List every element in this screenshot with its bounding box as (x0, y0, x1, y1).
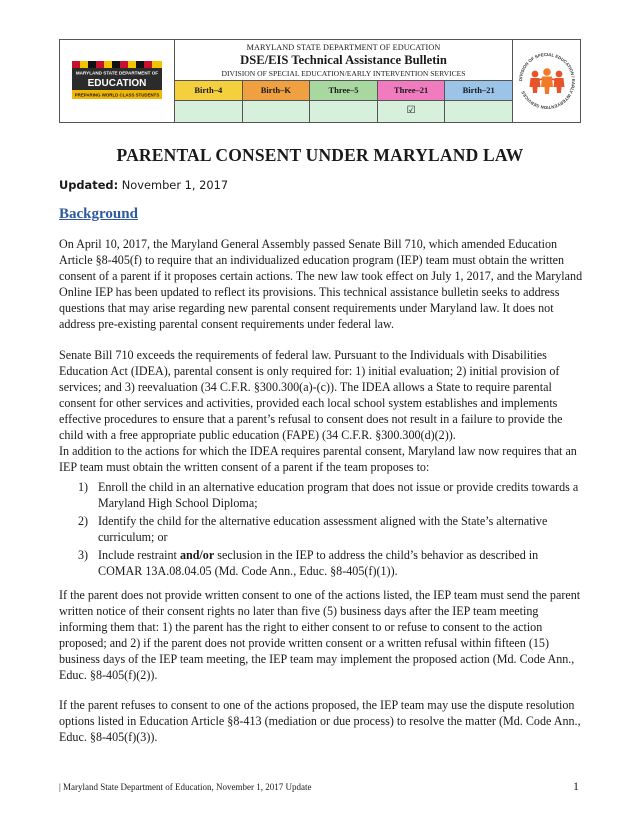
paragraph-refusal: If the parent refuses to consent to one of the actions proposed, the IEP team may use the dispute resolution options listed in Education Article §8-413 (mediation or due process) to resolve the matter (Md. Code Ann., Educ. §8-405(f)(3)). (59, 698, 581, 744)
msde-logo-tagline: PREPARING WORLD CLASS STUDENTS (74, 92, 160, 98)
children-figures-icon (530, 68, 565, 94)
document-title: PARENTAL CONSENT UNDER MARYLAND LAW (116, 145, 524, 165)
age-range-check-row (175, 100, 512, 122)
msde-logo-cell (60, 40, 175, 122)
list-item (78, 513, 583, 545)
check-cell-birth-21 (445, 101, 512, 122)
list-item-text-pre: Include restraint (98, 548, 180, 562)
list-item-text: Enroll the child in an alternative education program that does not issue or provide credits towards a Maryland High School Diploma; (98, 480, 579, 510)
age-range-birth-21: Birth–21 (445, 81, 512, 100)
msde-logo (70, 61, 164, 99)
consent-actions-list (78, 479, 583, 581)
age-range-three-5: Three–5 (310, 81, 378, 100)
bulletin-header (59, 39, 581, 123)
paragraph-intro: On April 10, 2017, the Maryland General Assembly passed Senate Bill 710, which amended Education Article §8-405(f) to require that an individualized education program (IEP) team must obtain the written consent of a parent if it proposes certain actions. The new law took effect on July 1, 2017, and the Maryland Online IEP has been updated to reflect its provisions. This technical assistance bulletin seeks to address questions that may arise regarding new parental consent requirements under Maryland law. It does not address pre-existing parental consent requirements under federal law. (59, 237, 583, 331)
updated-date: November 1, 2017 (118, 178, 229, 192)
age-range-three-21: Three–21 (378, 81, 446, 100)
msde-logo-line1: MARYLAND STATE DEPARTMENT OF (75, 70, 159, 76)
check-cell-birth-4 (175, 101, 243, 122)
age-range-row (175, 80, 512, 100)
paragraph-maryland-requirements: In addition to the actions for which the IDEA requires parental consent, Maryland law now requires that an IEP team must obtain the written consent of a parent if the team proposes to: (59, 444, 577, 474)
list-item-text: Identify the child for the alternative education assessment aligned with the State’s alternative curriculum; or (98, 514, 548, 544)
page-number: 1 (573, 779, 579, 793)
list-item (78, 479, 583, 511)
paragraph-no-consent: If the parent does not provide written consent to one of the actions listed, the IEP team must send the parent written notice of their consent rights no later than five (5) business days after the IEP team meeting informing them that: 1) the parent has the right to either consent to or refuse to consent to the action proposed; and 2) if the parent does not provide written consent or a written refusal within fifteen (15) business days of the IEP team meeting, the IEP team may implement the proposed action (Md. Code Ann., Educ. §8-405(f)(2)). (59, 588, 581, 682)
list-item-text-bold: and/or (179, 548, 215, 562)
list-item-number: 1) (78, 480, 89, 494)
paragraph-federal-law (59, 347, 584, 475)
age-range-birth-4: Birth–4 (175, 81, 243, 100)
agency-name: MARYLAND STATE DEPARTMENT OF EDUCATION (246, 43, 441, 52)
list-item (78, 547, 583, 579)
list-item-number: 3) (78, 548, 89, 562)
list-item-text-post: seclusion in the IEP to address the child’s behavior as described in COMAR 13A.08.04.05 (Md. Code Ann., Educ. §8-405(f)(1)). (98, 548, 539, 578)
division-name: DIVISION OF SPECIAL EDUCATION/EARLY INTERVENTION SERVICES (221, 69, 466, 78)
updated-line (59, 178, 228, 192)
age-range-birth-k: Birth–K (243, 81, 311, 100)
section-heading-background: Background (59, 206, 138, 222)
page-footer: | Maryland State Department of Education, November 1, 2017 Update (59, 782, 312, 792)
eis-logo-cell (512, 40, 580, 122)
check-cell-birth-k (243, 101, 311, 122)
checkbox-checked-icon: ☑ (378, 101, 446, 122)
bulletin-title-block (175, 40, 512, 122)
eis-logo-ring-text: DIVISION OF SPECIAL EDUCATION / EARLY INTERVENTION SERVICES (518, 51, 576, 111)
msde-logo-line2: EDUCATION (87, 78, 147, 89)
bulletin-title: DSE/EIS Technical Assistance Bulletin (240, 53, 447, 67)
updated-label: Updated: (59, 178, 119, 192)
check-cell-three-5 (310, 101, 378, 122)
paragraph-federal-law-text: Senate Bill 710 exceeds the requirements of federal law. Pursuant to the Individuals with Disabilities Education Act (IDEA), parental consent is only required for: 1) initial evaluation; 2) initial provision of services; and 3) reevaluation (34 C.F.R. §300.300(a)-(c)). The IDEA allows a State to require parental consent for other services and activities, provided each local school system establishes and implements effective procedures to ensure that a parent’s refusal to consent does not result in a failure to provide the child with a free appropriate public education (FAPE) (34 C.F.R. §300.300(d)(2)). (59, 348, 563, 442)
list-item-number: 2) (78, 514, 89, 528)
eis-logo (518, 46, 576, 116)
